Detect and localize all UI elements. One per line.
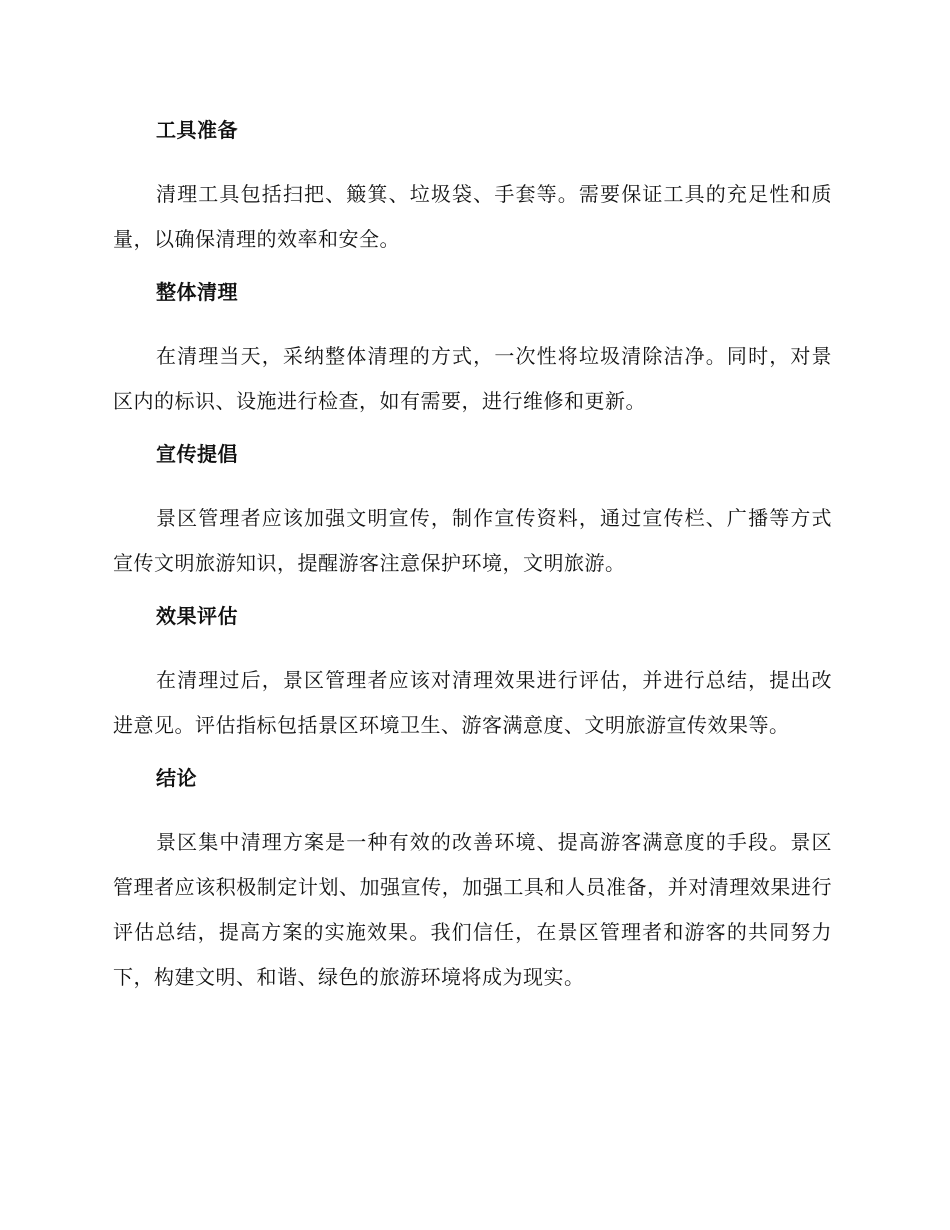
- section-paragraph: 在清理当天，采纳整体清理的方式，一次性将垃圾清除洁净。同时，对景区内的标识、设施进行检查，如有需要，进行维修和更新。: [113, 344, 832, 413]
- section-paragraph: 清理工具包括扫把、簸箕、垃圾袋、手套等。需要保证工具的充足性和质量，以确保清理的效率和安全。: [113, 182, 832, 251]
- section-evaluation: [113, 600, 832, 748]
- section-paragraph: 景区管理者应该加强文明宣传，制作宣传资料，通过宣传栏、广播等方式宣传文明旅游知识，提醒游客注意保护环境，文明旅游。: [113, 506, 832, 575]
- section-publicity: [113, 438, 832, 586]
- section-overall-cleaning: [113, 276, 832, 424]
- section-heading: 结论: [156, 766, 197, 790]
- section-paragraph: 在清理过后，景区管理者应该对清理效果进行评估，并进行总结，提出改进意见。评估指标包括景区环境卫生、游客满意度、文明旅游宣传效果等。: [113, 668, 832, 737]
- section-paragraph: 景区集中清理方案是一种有效的改善环境、提高游客满意度的手段。景区管理者应该积极制定计划、加强宣传，加强工具和人员准备，并对清理效果进行评估总结，提高方案的实施效果。我们信任，在景区管理者和游客的共同努力下，构建文明、和谐、绿色的旅游环境将成为现实。: [113, 830, 832, 989]
- section-heading: 效果评估: [156, 604, 238, 628]
- section-heading: 整体清理: [156, 280, 238, 304]
- section-tool-preparation: [113, 114, 832, 262]
- section-heading: 宣传提倡: [156, 442, 238, 466]
- section-conclusion: [113, 762, 832, 1000]
- section-heading: 工具准备: [156, 118, 238, 142]
